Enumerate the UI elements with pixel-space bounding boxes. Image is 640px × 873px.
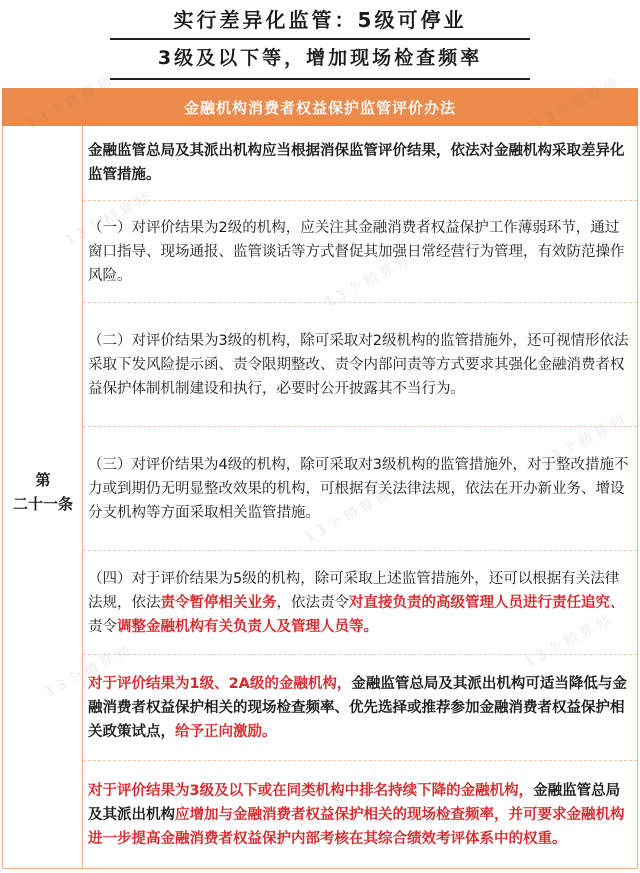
article-label (3, 468, 83, 516)
article-label-line-2: 二十一条 (12, 495, 73, 513)
p5-part-a: 对于评价结果为1级、2A级的金融机构， (88, 675, 352, 692)
paragraph-level-3 (83, 302, 637, 426)
paragraph-level-4-text: （三）对评价结果为4级的机构，除可采取对3级机构的监管措施外，对于整改措施不力或到期仍无明显整改效果的机构，可根据有关法律法规，依法在开办新业务、增设分支机构等方面采取相关监管措施。 (88, 456, 629, 521)
p4-part-a: （四）对于评价结果为5级的机构，除可采取上述监管措施外，还可以根据有关法律法规，依法 (88, 570, 620, 611)
paragraph-level-5-text (88, 567, 631, 639)
paragraph-level-2 (83, 200, 637, 302)
paragraph-increase-inspection-text (88, 779, 631, 851)
p4-accountability: 对直接负责的高级管理人员进行责任追究 (349, 594, 610, 611)
paragraph-intro-text: 金融监管总局及其派出机构应当根据消保监管评价结果，依法对金融机构采取差异化监管措施。 (88, 143, 625, 183)
paragraph-positive-incentive (83, 654, 637, 760)
watermark: 13个精算师 (292, 770, 387, 831)
title-divider (110, 38, 530, 40)
p6-part-a: 对于评价结果为3级及以下或在同类机构中排名持续下降的金融机构， (88, 782, 534, 799)
p4-part-c: ，依法责令 (276, 594, 349, 611)
paragraph-level-4 (83, 426, 637, 550)
paragraph-intro (83, 126, 637, 200)
p5-part-c: 给予正向激励。 (175, 723, 277, 740)
watermark: 13个精算师 (322, 250, 417, 311)
paragraph-level-2-text: （一）对评价结果为2级的机构，应关注其金融消费者权益保护工作薄弱环节，通过窗口指导、现场通报、监管谈话等方式督促其加强日常经营行为管理，有效防范操作风险。 (88, 219, 625, 284)
p4-part-e: 、责令 (88, 594, 625, 635)
regulation-title: 金融机构消费者权益保护监管评价办法 (183, 98, 456, 117)
paragraph-level-5 (83, 550, 637, 654)
title-divider-bottom (110, 78, 530, 80)
p6-part-b: 金融监管总局及其派出机构 (88, 782, 621, 823)
watermark: 13个精算师 (522, 610, 617, 671)
p6-part-c: 应增加与金融消费者权益保护相关的现场检查频率，并可要求金融机构进一步提高金融消费者权益保护内部考核在其综合绩效考评体系中的权重。 (88, 806, 625, 847)
regulation-table (2, 126, 638, 869)
headline-line-1: 实行差异化监管：5级可停业 (173, 8, 467, 32)
paragraph-level-3-text: （二）对评价结果为3级的机构，除可采取对2级机构的监管措施外，还可视情形依法采取下发风险提示函、责令限期整改、责令内部问责等方式要求其强化金融消费者权益保护体制机制建设和执行，必要时公开披露其不当行为。 (88, 332, 629, 397)
paragraph-positive-incentive-text (88, 672, 631, 744)
watermark: 13个精算师 (42, 640, 137, 701)
article-column (3, 126, 83, 868)
article-label-line-1: 第 (35, 471, 51, 489)
p4-suspend-business: 责令暂停相关业务 (160, 594, 277, 611)
watermark: 13个精算师 (537, 410, 632, 471)
p5-part-b: 金融监管总局及其派出机构可适当降低与金融消费者权益保护相关的现场检查频率、优先选择或推荐参加金融消费者权益保护相关政策试点， (88, 675, 627, 740)
headline-line-2: 3级及以下等，增加现场检查频率 (157, 47, 483, 69)
p4-adjust-management: 调整金融机构有关负责人及管理人员等。 (117, 618, 378, 635)
paragraph-increase-inspection (83, 760, 637, 868)
watermark: 13个精算师 (62, 188, 157, 249)
regulation-title-band (2, 88, 638, 126)
watermark: 13个精算师 (302, 485, 397, 546)
